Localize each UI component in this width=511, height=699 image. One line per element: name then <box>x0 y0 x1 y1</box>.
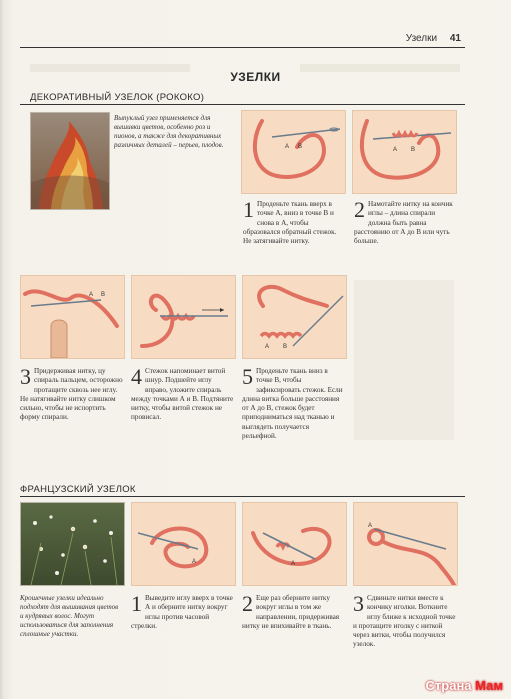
french-step-3-text: 3 Сдвиньте нитки вместе к кончику иголки. Воткните иглу ближе к исходной точке и протащите иголку с ниткой через витки, чтобы получился узелок. <box>353 591 456 649</box>
header-section: Узелки <box>405 33 438 44</box>
step-number: 1 <box>131 591 142 616</box>
section-heading-french: ФРАНЦУЗСКИЙ УЗЕЛОК <box>20 484 136 495</box>
step-number: 3 <box>20 364 31 389</box>
step-number: 5 <box>242 364 253 389</box>
rococo-step-4-illustration <box>131 275 236 359</box>
step-number: 3 <box>353 591 364 616</box>
french-step-1-text: 1 Выведите иглу вверх в точке А и оберните нитку вокруг иглы против часовой стрелки. <box>131 591 233 630</box>
label-a: A <box>393 147 398 153</box>
label-a: A <box>89 292 94 298</box>
step-number: 2 <box>242 591 253 616</box>
french-step-1-illustration <box>131 502 236 586</box>
label-b: B <box>283 344 288 350</box>
header-rule <box>20 47 465 48</box>
section-rule <box>20 496 465 497</box>
label-a: A <box>265 344 270 350</box>
label-a: A <box>192 559 197 565</box>
label-a: A <box>285 144 290 150</box>
rococo-step-3-text: 3 Придерживая нитку, цу спираль пальцем, осторожно протащите сквозь нее иглу. Не натягивайте нитку слишком сильно, чтобы не испортить форму спирали. <box>20 364 123 422</box>
step-number: 2 <box>354 197 365 222</box>
bleed-through <box>354 280 454 440</box>
rococo-step-5-illustration <box>242 275 347 359</box>
label-a: A <box>291 561 296 567</box>
rococo-step-5-text: 5 Проденьте ткань вниз в точке В, чтобы зафиксировать стежок. Если длина витка больше расстояния от А до В, стежок будет приподниматься над тканью и выглядеть получается рельефной. <box>242 364 343 441</box>
step-number: 1 <box>243 197 254 222</box>
page-number: 41 <box>449 33 461 44</box>
french-step-2-text: 2 Еще раз оберните нитку вокруг иглы в том же направлении, придерживая нитку не впихивайте в ткань. <box>242 591 340 630</box>
rococo-step-4-text: 4 Стежок напоминает витой шнур. Подшейте иглу вправо, уложите спираль между точками А и В. Подтяните нитку, чтобы витой стежок не провисал. <box>131 364 234 422</box>
french-step-2-illustration <box>242 502 347 586</box>
rococo-sample-photo <box>30 112 110 210</box>
step-number: 4 <box>131 364 142 389</box>
label-b: B <box>411 147 416 153</box>
section-rule <box>20 104 465 105</box>
label-a: A <box>368 523 373 529</box>
rococo-step-3-illustration <box>20 275 125 359</box>
rococo-step-1-illustration <box>241 110 346 194</box>
rococo-step-2-illustration <box>352 110 457 194</box>
rococo-caption: Выпуклый узел применяется для вышивки цветов, особенно роз и пионов, а также для декоративных различных деталей – перьев, плодов. <box>114 114 224 149</box>
section-heading-rococo: ДЕКОРАТИВНЫЙ УЗЕЛОК (РОКОКО) <box>30 92 205 103</box>
rococo-step-1-text: 1 Проденьте ткань вверх в точке А, вниз в точке В и снова в А, чтобы образовался обратный стежок. Не затягивайте нитку. <box>243 197 337 246</box>
site-watermark: Страна Мам <box>425 678 503 693</box>
rococo-step-2-text: 2 Намотайте нитку на кончик иглы – длина спирали должна быть равна расстоянию от А до В или чуть больше. <box>354 197 453 246</box>
page-title: УЗЕЛКИ <box>230 70 281 84</box>
label-b: B <box>298 144 303 150</box>
label-b: B <box>101 292 106 298</box>
french-step-3-illustration <box>353 502 458 586</box>
running-header <box>406 33 461 44</box>
french-knot-sample-photo <box>20 502 125 586</box>
french-caption: Крошечные узелки идеально подходят для вышивания цветов и кудрявых волос. Могут использоваться для заполнения сплошные участки. <box>20 594 119 638</box>
